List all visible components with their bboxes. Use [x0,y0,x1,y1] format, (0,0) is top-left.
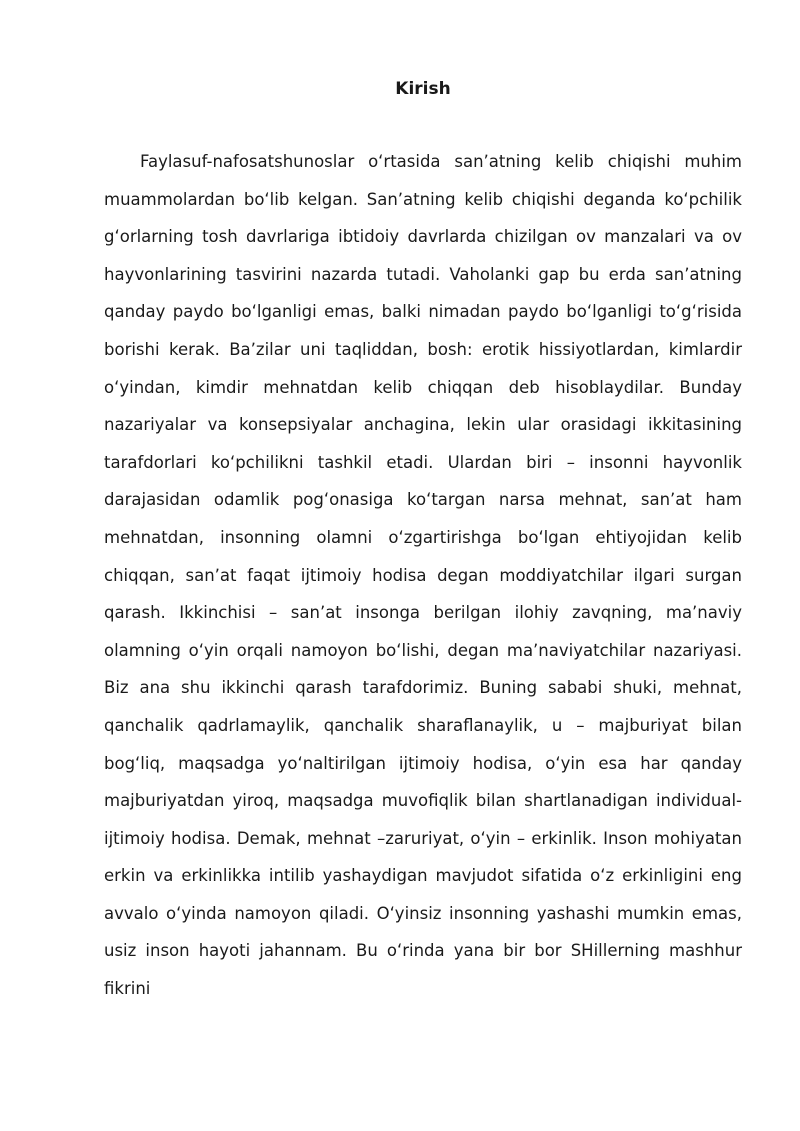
body-paragraph: Faylasuf-nafosatshunoslar oʻrtasida sanʼatning kelib chiqishi muhim muammolardan boʻlib kelgan. Sanʼatning kelib chiqishi deganda koʻpchilik gʻorlarning tosh davrlariga ibtidoiy davrlarda chizilgan ov manzalari va ov hayvonlarining tasvirini nazarda tutadi. Vaholanki gap bu erda sanʼatning qanday paydo boʻlganligi emas, balki nimadan paydo boʻlganligi toʻgʻrisida borishi kerak. Baʼzilar uni taqliddan, bosh: erotik hissiyotlardan, kimlardir oʻyindan, kimdir mehnatdan kelib chiqqan deb hisoblaydilar. Bunday nazariyalar va konsepsiyalar anchagina, lekin ular orasidagi ikkitasining tarafdorlari koʻpchilikni tashkil etadi. Ulardan biri – insonni hayvonlik darajasidan odamlik pogʻonasiga koʻtargan narsa mehnat, sanʼat ham mehnatdan, insonning olamni oʻzgartirishga boʻlgan ehtiyojidan kelib chiqqan, sanʼat faqat ijtimoiy hodisa degan moddiyatchilar ilgari surgan qarash. Ikkinchisi – sanʼat insonga berilgan ilohiy zavqning, maʼnaviy olamning oʻyin orqali namoyon boʻlishi, degan maʼnaviyatchilar nazariyasi. Biz ana shu ikkinchi qarash tarafdorimiz. Buning sababi shuki, mehnat, qanchalik qadrlamaylik, qanchalik sharaflanaylik, u – majburiyat bilan bogʻliq, maqsadga yoʻnaltirilgan ijtimoiy hodisa, oʻyin esa har qanday majburiyatdan yiroq, maqsadga muvofiqlik bilan shartlanadigan individual-ijtimoiy hodisa. Demak, mehnat –zaruriyat, oʻyin – erkinlik. Inson mohiyatan erkin va erkinlikka intilib yashaydigan mavjudot sifatida oʻz erkinligini eng avvalo oʻyinda namoyon qiladi. Oʻyinsiz insonning yashashi mumkin emas, usiz inson hayoti jahannam. Bu oʻrinda yana bir bor SHillerning mashhur fikrini [104,152,742,999]
page-title: Kirish [395,79,451,99]
